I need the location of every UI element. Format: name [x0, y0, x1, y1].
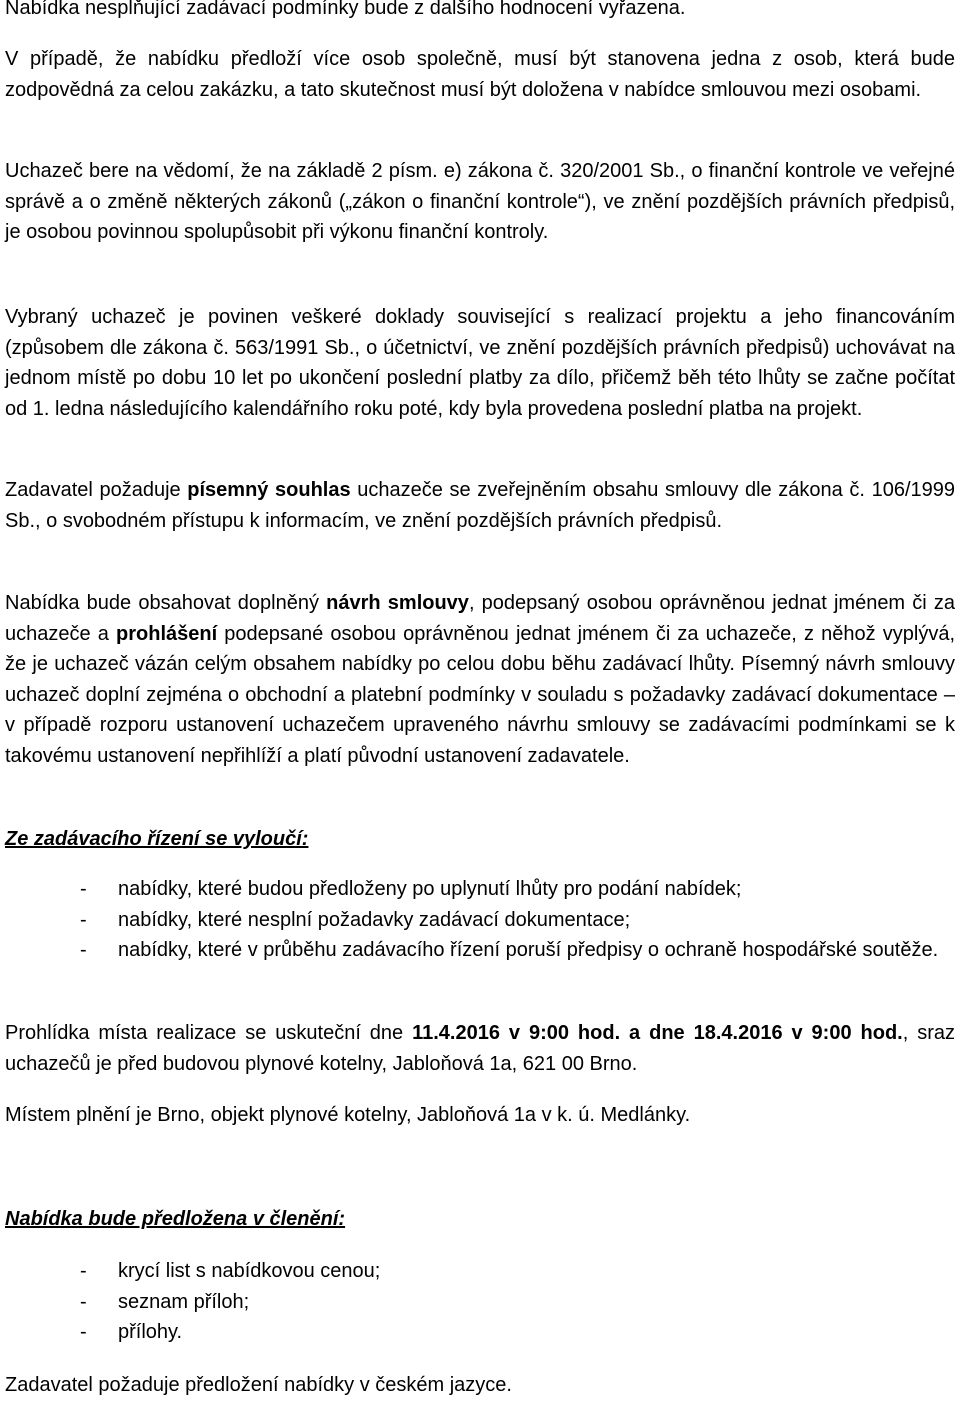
heading-offer-structure: Nabídka bude předložena v členění:: [5, 1208, 346, 1230]
list-item: - krycí list s nabídkovou cenou;: [80, 1260, 381, 1282]
list-item: - přílohy.: [80, 1321, 183, 1343]
bold-declaration: prohlášení: [116, 622, 218, 645]
bold-visit-dates: 11.4.2016 v 9:00 hod. a dne 18.4.2016 v 9:00 hod.: [412, 1022, 903, 1044]
paragraph-offer-contents: Nabídka bude obsahovat doplněný návrh smlouvy, podepsaný osobou oprávněnou jednat jménem či za uchazeče a prohlášení podepsané osobou oprávněnou jednat jménem či za uchazeče, z něhož vyplývá, že je uchazeč vázán celým obsahem nabídky po celou dobu běhu zadávací lhůty. Písemný návrh smlouvy uchazeč doplní zejména o obchodní a platební podmínky v souladu s požadavky zadávací dokumentace – v případě rozporu ustanovení uchazečem upraveného návrhu smlouvy se zadávacími podmínkami se k takovému ustanovení nepřihlíží a platí původní ustanovení zadavatele.: [5, 592, 956, 767]
paragraph-financial-control: Uchazeč bere na vědomí, že na základě 2 písm. e) zákona č. 320/2001 Sb., o finanční kontrole ve veřejné správě a o změně některých zákonů („zákon o finanční kontrole“), ve znění pozdějších právních předpisů, je osobou povinnou spolupůsobit při výkonu finanční kontroly.: [5, 160, 955, 243]
paragraph-site-visit: Prohlídka místa realizace se uskuteční dne 11.4.2016 v 9:00 hod. a dne 18.4.2016 v 9:00 hod., sraz uchazečů je před budovou plynové kotelny, Jabloňová 1a, 621 00 Brno.: [5, 1022, 955, 1075]
bold-written-consent: písemný souhlas: [187, 479, 351, 501]
paragraph-joint-bid: V případě, že nabídku předloží více osob společně, musí být stanovena jedna z osob, která bude zodpovědná za celou zakázku, a tato skutečnost musí být doložena v nabídce smlouvou mezi osobami.: [5, 48, 955, 101]
exclusion-list: [80, 874, 955, 966]
paragraph-language: Zadavatel požaduje předložení nabídky v českém jazyce.: [5, 1374, 512, 1396]
list-item: - seznam příloh;: [80, 1290, 250, 1313]
list-item: - nabídky, které budou předloženy po uplynutí lhůty pro podání nabídek;: [80, 878, 742, 900]
paragraph-place-of-performance: Místem plnění je Brno, objekt plynové kotelny, Jabloňová 1a v k. ú. Medlánky.: [5, 1104, 691, 1126]
list-item: - nabídky, které v průběhu zadávacího řízení poruší předpisy o ochraně hospodářské soutěže.: [80, 939, 939, 961]
list-item: - nabídky, které nesplní požadavky zadávací dokumentace;: [80, 908, 631, 931]
bold-contract-draft: návrh smlouvy: [326, 592, 469, 614]
paragraph-intro: Nabídka nesplňující zadávací podmínky bude z dalšího hodnocení vyřazena.: [5, 0, 686, 19]
paragraph-publication-consent: Zadavatel požaduje písemný souhlas uchazeče se zveřejněním obsahu smlouvy dle zákona č. 106/1999 Sb., o svobodném přístupu k informacím, ve znění pozdějších právních předpisů.: [5, 479, 955, 532]
offer-structure-list: [80, 1256, 955, 1348]
paragraph-document-archiving: Vybraný uchazeč je povinen veškeré doklady související s realizací projektu a jeho financováním (způsobem dle zákona č. 563/1991 Sb., o účetnictví, ve znění pozdějších právních předpisů) uchovávat na jednom místě po dobu 10 let po ukončení poslední platby za dílo, přičemž běh této lhůty se začne počítat od 1. ledna následujícího kalendářního roku poté, kdy byla provedena poslední platba na projekt.: [5, 306, 955, 420]
heading-exclusion: Ze zadávacího řízení se vyloučí:: [5, 828, 309, 850]
